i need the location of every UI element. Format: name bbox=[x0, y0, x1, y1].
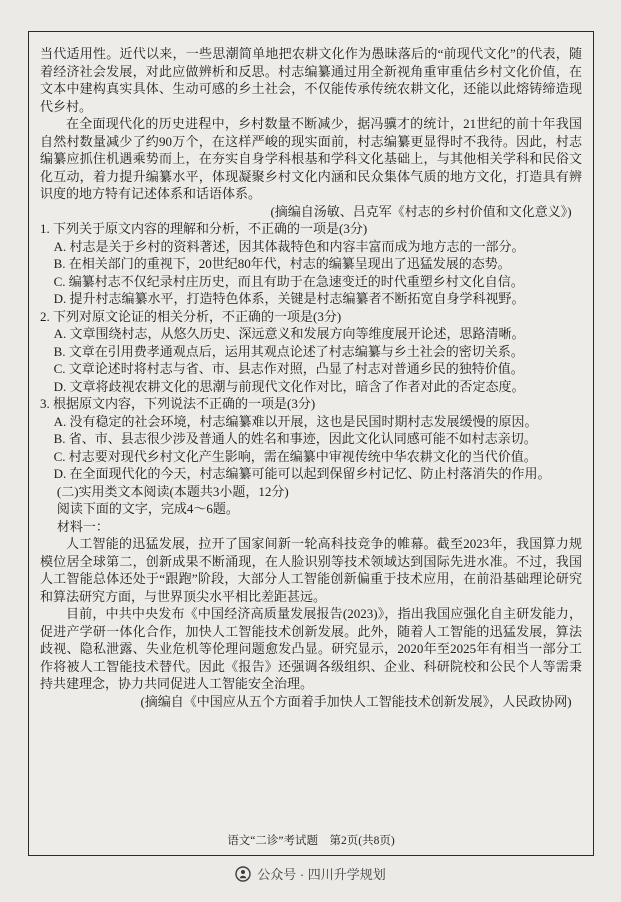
watermark-label: 公众号 · 四川升学规划 bbox=[257, 867, 386, 882]
question-2-option-c: C. 文章论述时将村志与省、市、县志作对照，凸显了村志对普通乡民的独特价值。 bbox=[53, 361, 524, 376]
question-1-option-a: A. 村志是关于乡村的资料著述，因其体裁特色和内容丰富而成为地方志的一部分。 bbox=[53, 238, 525, 254]
question-2-stem: 2. 下列对原文论证的相关分析，不正确的一项是(3分) bbox=[40, 308, 342, 324]
paragraph-ai-development: 人工智能的迅猛发展，拉开了国家间新一轮高科技竞争的帷幕。截至2023年，我国算力规模位居全球第二，创新成果不断涌现，在人脸识别等技术领域达到国际先进水准。不过，我国人工智能总体还处于“跟跑”阶段，大部分人工智能创新偏重于技术应用，在前沿基础理论研究和算法研究方面，与世界顶尖水平相比差距甚远。 bbox=[40, 536, 582, 604]
exam-page-frame bbox=[28, 31, 594, 856]
wechat-official-account-icon bbox=[235, 866, 251, 882]
source-attribution-1: (摘编自汤敏、吕克军《村志的乡村价值和文化意义》) bbox=[270, 203, 572, 219]
question-2-option-b: B. 文章在引用费孝通观点后，运用其观点论述了村志编纂与乡土社会的密切关系。 bbox=[53, 343, 524, 359]
paragraph-continuation: 当代适用性。近代以来，一些思潮简单地把农耕文化作为愚昧落后的“前现代文化”的代表，随着经济社会发展，对此应做辨析和反思。村志编纂通过用全新视角重审重估乡村文化价值，在文本中建构真实具体、生动可感的乡土社会，不仅能传承传统农耕文化，还能以此熔铸缔造现代乡村。 bbox=[40, 46, 582, 114]
question-2-option-a: A. 文章围绕村志，从悠久历史、深远意义和发展方向等维度展开论述，思路清晰。 bbox=[53, 326, 525, 341]
question-1-stem: 1. 下列关于原文内容的理解和分析，不正确的一项是(3分) bbox=[40, 221, 368, 236]
question-3-option-d: D. 在全面现代化的今天，村志编纂可能可以起到保留乡村记忆、防止村落消失的作用。 bbox=[53, 466, 551, 481]
question-3-option-a: A. 没有稳定的社会环境，村志编纂难以开展，这也是民国时期村志发展缓慢的原因。 bbox=[53, 413, 538, 429]
paragraph-ai-report: 目前，中共中央发布《中国经济高质量发展报告(2023)》，指出我国应强化自主研发能力，促进产学研一体化合作，加快人工智能技术创新发展。此外，随着人工智能的迅猛发展，算法歧视、隐私泄露、失业危机等伦理问题愈发凸显。研究显示，2020年至2025年有相当一部分工作将被人工智能技术替代。因此《报告》还强调各级组织、企业、科研院校和公民个人等需秉持共建理念，协力共同促进人工智能安全治理。 bbox=[40, 606, 582, 691]
reading-instruction: 阅读下面的文字，完成4～6题。 bbox=[56, 501, 239, 516]
source-attribution-2: (摘编自《中国应从五个方面着手加快人工智能技术创新发展》，人民政协网) bbox=[140, 693, 572, 709]
question-3-option-b: B. 省、市、县志很少涉及普通人的姓名和事迹，因此文化认同感可能不如村志亲切。 bbox=[53, 431, 537, 446]
question-1-option-d: D. 提升村志编纂水平，打造特色体系，关键是村志编纂者不断拓宽自身学科视野。 bbox=[53, 291, 525, 306]
question-1-option-c: C. 编纂村志不仅纪录村庄历史，而且有助于在急速变迁的时代重塑乡村文化自信。 bbox=[53, 273, 524, 289]
question-2-option-d: D. 文章将歧视农耕文化的思潮与前现代文化作对比，暗含了作者对此的否定态度。 bbox=[53, 378, 525, 394]
question-1-option-b: B. 在相关部门的重视下，20世纪80年代，村志的编纂呈现出了迅猛发展的态势。 bbox=[53, 256, 511, 271]
exam-text bbox=[40, 45, 582, 710]
material-1-label: 材料一： bbox=[56, 518, 109, 534]
paragraph-modernization: 在全面现代化的历史进程中，乡村数量不断减少，据冯骥才的统计，21世纪的前十年我国自然村数量减少了约90万个，在这样严峻的现实面前，村志编纂更显得时不我待。因此，村志编纂应抓住机遇乘势而上，在夯实自身学科根基和学科文化基础上，与其他相关学科和民俗文化互动，着力提升编纂水平，体现凝聚乡村文化内涵和民众集体气质的地方文化，打造具有辨识度的地方特有记述体系和话语体系。 bbox=[40, 116, 582, 201]
section-header-practical-reading: (二)实用类文本阅读(本题共3小题，12分) bbox=[56, 483, 289, 499]
watermark bbox=[0, 864, 621, 883]
question-3-stem: 3. 根据原文内容，下列说法不正确的一项是(3分) bbox=[40, 396, 316, 411]
question-3-option-c: C. 村志要对现代乡村文化产生影响，需在编纂中审视传统中华农耕文化的当代价值。 bbox=[53, 448, 537, 464]
page-footer: 语文“二诊”考试题 第2页(共8页) bbox=[227, 835, 395, 847]
